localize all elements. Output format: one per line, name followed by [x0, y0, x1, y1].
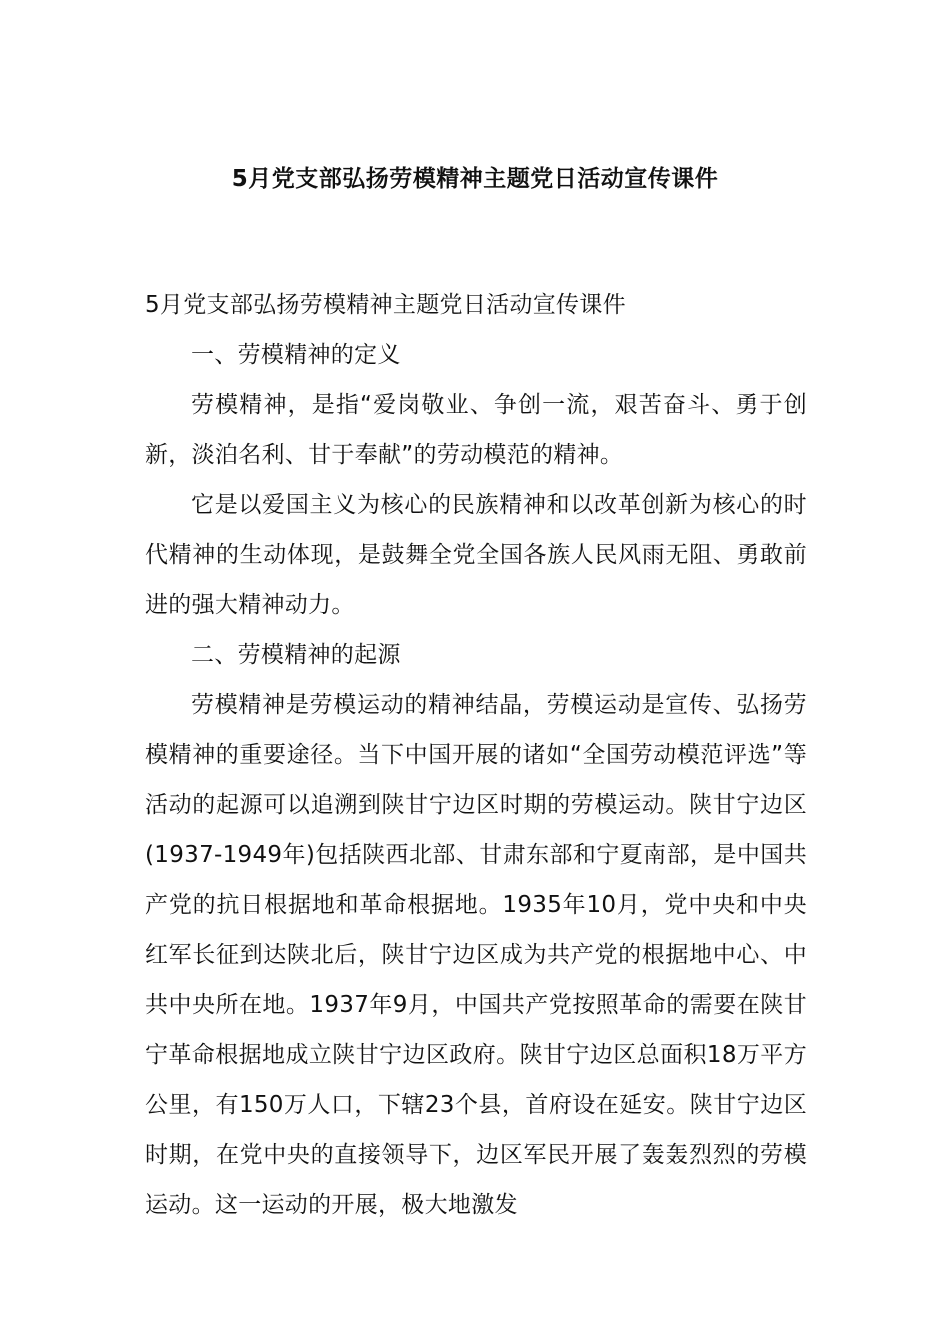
paragraph-significance: 它是以爱国主义为核心的民族精神和以改革创新为核心的时代精神的生动体现，是鼓舞全党全国各族人民风雨无阻、勇敢前进的强大精神动力。 — [145, 492, 807, 618]
paragraph-origin: 劳模精神是劳模运动的精神结晶，劳模运动是宣传、弘扬劳模精神的重要途径。当下中国开展的诸如“全国劳动模范评选”等活动的起源可以追溯到陕甘宁边区时期的劳模运动。陕甘宁边区(1937-1949年)包括陕西北部、甘肃东部和宁夏南部，是中国共产党的抗日根据地和革命根据地。1935年10月，党中央和中央红军长征到达陕北后，陕甘宁边区成为共产党的根据地中心、中共中央所在地。1937年9月，中国共产党按照革命的需要在陕甘宁革命根据地成立陕甘宁边区政府。陕甘宁边区总面积18万平方公里，有150万人口，下辖23个县，首府设在延安。陕甘宁边区时期，在党中央的直接领导下，边区军民开展了轰轰烈烈的劳模运动。这一运动的开展，极大地激发 — [145, 692, 807, 1218]
paragraph-definition: 劳模精神，是指“爱岗敬业、争创一流，艰苦奋斗、勇于创新，淡泊名利、甘于奉献”的劳动模范的精神。 — [145, 392, 807, 468]
section-heading-origin: 二、劳模精神的起源 — [191, 642, 401, 668]
document-body — [145, 280, 807, 1230]
section-heading-definition: 一、劳模精神的定义 — [191, 342, 401, 368]
paragraph-subtitle: 5月党支部弘扬劳模精神主题党日活动宣传课件 — [145, 292, 626, 318]
page-title: 5月党支部弘扬劳模精神主题党日活动宣传课件 — [231, 166, 719, 192]
